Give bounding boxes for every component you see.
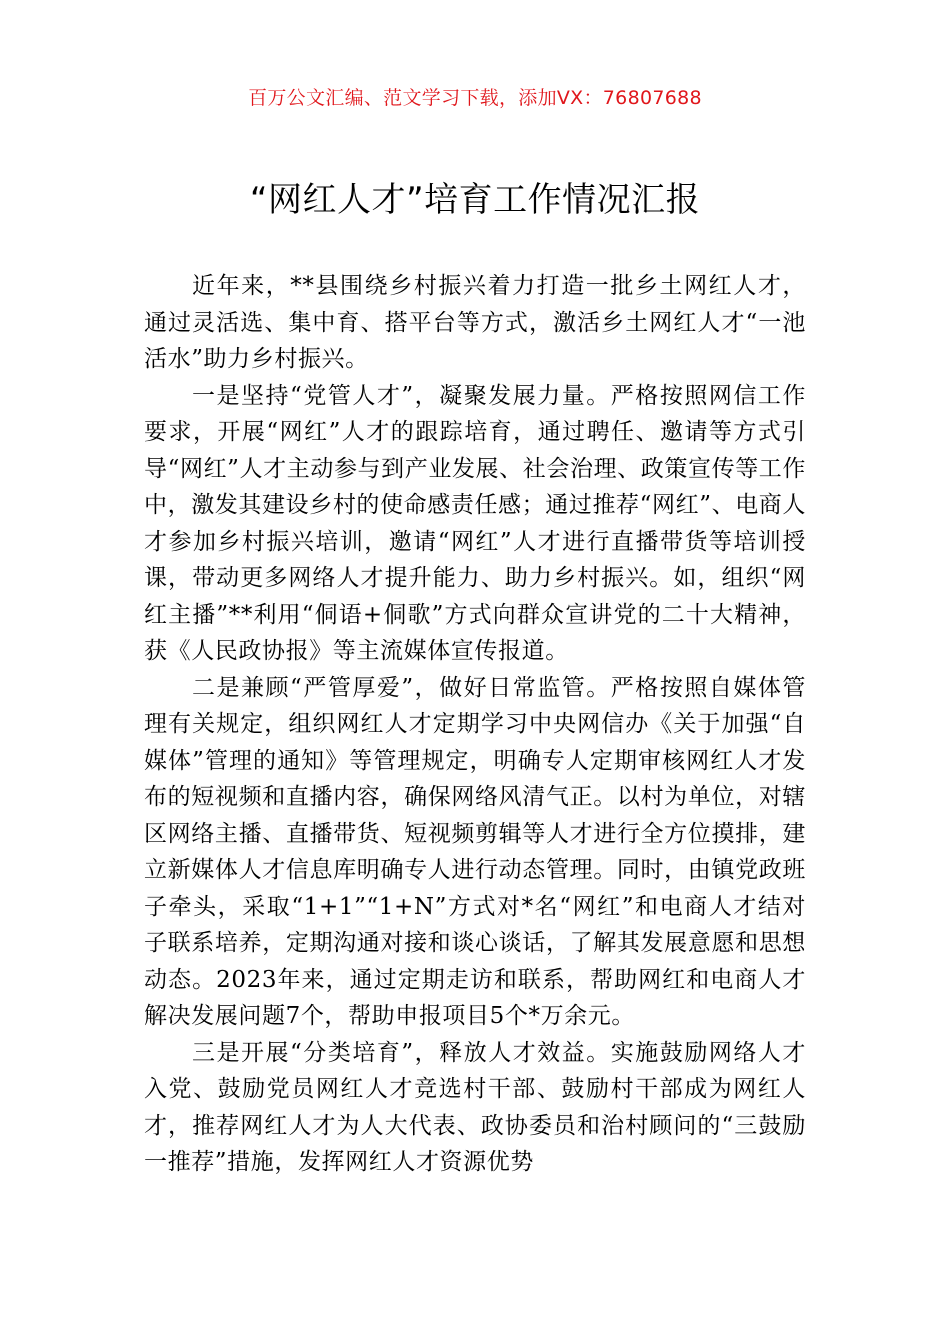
document-body	[144, 268, 806, 1181]
header-note: 百万公文汇编、范文学习下载，添加VX：76807688	[248, 87, 702, 109]
document-title: “网红人才”培育工作情况汇报	[249, 180, 701, 220]
paragraph-intro: 近年来，**县围绕乡村振兴着力打造一批乡土网红人才，通过灵活选、集中育、搭平台等方式，激活乡土网红人才“一池活水”助力乡村振兴。	[144, 273, 806, 372]
paragraph-section-1: 一是坚持“党管人才”，凝聚发展力量。严格按照网信工作要求，开展“网红”人才的跟踪培育，通过聘任、邀请等方式引导“网红”人才主动参与到产业发展、社会治理、政策宣传等工作中，激发其建设乡村的使命感责任感；通过推荐“网红”、电商人才参加乡村振兴培训，邀请“网红”人才进行直播带货等培训授课，带动更多网络人才提升能力、助力乡村振兴。如，组织“网红主播”**利用“侗语+侗歌”方式向群众宣讲党的二十大精神，获《人民政协报》等主流媒体宣传报道。	[144, 382, 806, 664]
paragraph-section-2: 二是兼顾“严管厚爱”，做好日常监管。严格按照自媒体管理有关规定，组织网红人才定期学习中央网信办《关于加强“自媒体”管理的通知》等管理规定，明确专人定期审核网红人才发布的短视频和直播内容，确保网络风清气正。以村为单位，对辖区网络主播、直播带货、短视频剪辑等人才进行全方位摸排，建立新媒体人才信息库明确专人进行动态管理。同时，由镇党政班子牵头，采取“1+1”“1+N”方式对*名“网红”和电商人才结对子联系培养，定期沟通对接和谈心谈话，了解其发展意愿和思想动态。2023年来，通过定期走访和联系，帮助网红和电商人才解决发展问题7个，帮助申报项目5个*万余元。	[144, 674, 806, 1029]
paragraph-section-3: 三是开展“分类培育”，释放人才效益。实施鼓励网络人才入党、鼓励党员网红人才竞选村干部、鼓励村干部成为网红人才，推荐网红人才为人大代表、政协委员和治村顾问的“三鼓励一推荐”措施，发挥网红人才资源优势	[144, 1039, 806, 1175]
